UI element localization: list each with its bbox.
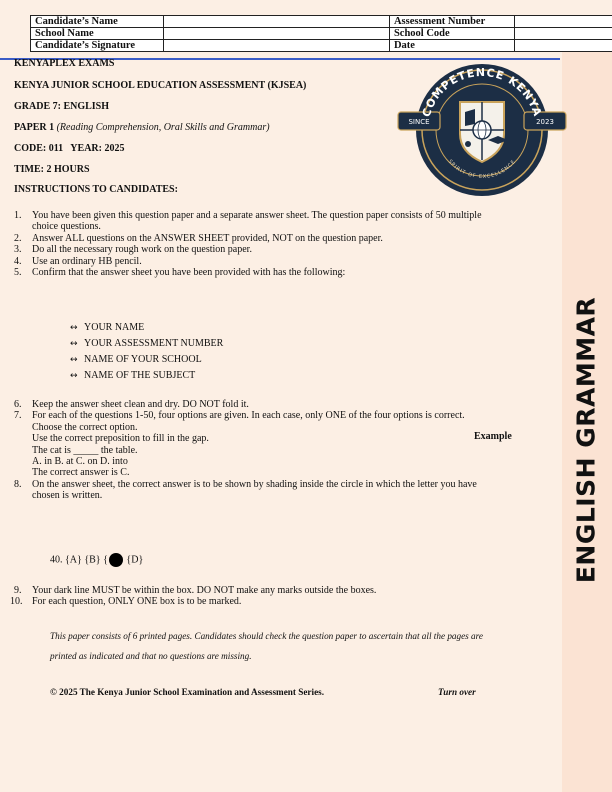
table-row — [31, 28, 612, 40]
footer-turn-over: Turn over — [438, 687, 476, 697]
book-icon — [465, 109, 475, 126]
list-item: The correct answer is C. — [32, 467, 130, 479]
list-item: Choose the correct option. — [32, 421, 138, 433]
exam-paper — [14, 122, 270, 134]
school-name-field[interactable] — [163, 28, 389, 40]
double-arrow-icon: ↔ — [70, 355, 78, 365]
exam-grade: GRADE 7: ENGLISH — [14, 101, 110, 112]
list-item: ↔ NAME OF YOUR SCHOOL — [70, 352, 223, 368]
label-school-code: School Code — [389, 28, 514, 40]
side-title: ENGLISH GRAMMAR — [571, 296, 601, 584]
list-item: 1. You have been given this question paper and a separate answer sheet. The question paper consists of 50 multiple — [14, 210, 482, 221]
shading-example — [50, 553, 143, 567]
shade-option-b: {B} — [84, 554, 101, 566]
example-label: Example — [474, 431, 512, 442]
list-item: 6. Keep the answer sheet clean and dry. DO NOT fold it. — [14, 399, 249, 410]
exam-assessment: KENYA JUNIOR SCHOOL EDUCATION ASSESSMENT (KJSEA) — [14, 80, 307, 91]
label-assessment-number: Assessment Number — [389, 16, 514, 28]
assessment-number-field[interactable] — [515, 16, 612, 28]
footer-note-line-1: This paper consists of 6 printed pages. Candidates should check the question paper to ascertain that all the pages are — [50, 631, 483, 641]
footer-copyright: © 2025 The Kenya Junior School Examination and Assessment Series. — [50, 687, 325, 697]
list-item: ↔ YOUR NAME — [70, 320, 223, 336]
double-arrow-icon: ↔ — [70, 323, 78, 333]
footer-note-line-2: printed as indicated and that no questions are missing. — [50, 651, 252, 661]
list-item: 10. For each question, ONLY ONE box is to be marked. — [10, 596, 242, 608]
label-candidate-name: Candidate’s Name — [31, 16, 164, 28]
instructions-list-a — [14, 210, 482, 278]
logo-since-text: SINCE — [408, 118, 430, 126]
table-row — [31, 40, 612, 52]
list-item: ↔ YOUR ASSESSMENT NUMBER — [70, 336, 223, 352]
exam-time: TIME: 2 HOURS — [14, 164, 90, 175]
candidate-details-table — [30, 15, 612, 52]
double-arrow-icon: ↔ — [70, 371, 78, 381]
shade-option-d: {D} — [126, 554, 144, 566]
paper-label: PAPER 1 — [14, 122, 55, 133]
shade-option-a: {A} — [65, 554, 82, 566]
candidate-name-field[interactable] — [163, 16, 389, 28]
answer-sheet-checklist — [70, 320, 223, 384]
double-arrow-icon: ↔ — [70, 339, 78, 349]
list-item: 7. For each of the questions 1-50, four options are given. In each case, only ONE of the four options is correct. — [14, 410, 465, 422]
list-item: The cat is _____ the table. — [32, 444, 138, 456]
competence-kenya-logo — [396, 52, 568, 202]
label-school-name: School Name — [31, 28, 164, 40]
date-field[interactable] — [515, 40, 612, 52]
list-item: choice questions. — [32, 221, 101, 233]
school-code-field[interactable] — [515, 28, 612, 40]
shaded-circle-icon — [109, 553, 123, 567]
list-item: 8. On the answer sheet, the correct answer is to be shown by shading inside the circle in which the letter you have — [14, 478, 477, 490]
table-row — [31, 16, 612, 28]
label-date: Date — [389, 40, 514, 52]
instructions-heading: INSTRUCTIONS TO CANDIDATES: — [14, 184, 178, 195]
shade-option-c: { — [103, 554, 108, 566]
logo-bottom-text: SPIRIT OF EXCELLENCE — [446, 158, 518, 181]
list-item: 2. Answer ALL questions on the ANSWER SHEET provided, NOT on the question paper. — [14, 232, 383, 244]
logo-top-text: COMPETENCE KENYA — [419, 65, 545, 119]
shade-question-number: 40. — [50, 554, 63, 566]
exam-code-year: CODE: 011 YEAR: 2025 — [14, 143, 125, 154]
instructions-list-b — [14, 399, 477, 502]
instructions-list-c — [10, 585, 377, 608]
exam-org: KENYAPLEX EXAMS — [14, 58, 115, 69]
list-item: A. in B. at C. on D. into — [32, 456, 128, 468]
label-candidate-signature: Candidate’s Signature — [31, 40, 164, 52]
list-item: chosen is written. — [32, 490, 103, 502]
list-item: ↔ NAME OF THE SUBJECT — [70, 368, 223, 384]
candidate-signature-field[interactable] — [163, 40, 389, 52]
list-item: 9. Your dark line MUST be within the box. DO NOT make any marks outside the boxes. — [14, 585, 377, 596]
list-item: 5. Confirm that the answer sheet you have been provided with has the following: — [14, 267, 346, 279]
list-item: 4. Use an ordinary HB pencil. — [14, 255, 142, 267]
logo-year-text: 2023 — [536, 118, 554, 126]
paper-detail: (Reading Comprehension, Oral Skills and Grammar) — [56, 122, 270, 133]
list-item: 3. Do all the necessary rough work on the question paper. — [14, 244, 252, 256]
list-item: Use the correct preposition to fill in the gap. — [32, 433, 209, 445]
